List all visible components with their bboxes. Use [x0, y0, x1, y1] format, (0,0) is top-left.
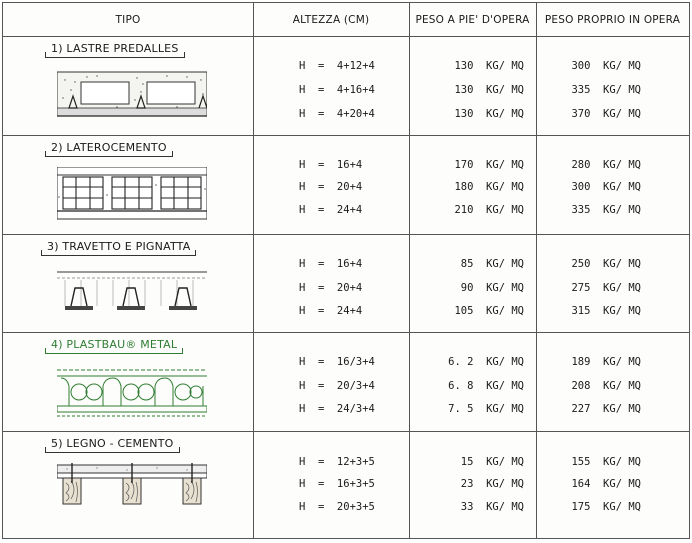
weight-value: 85 KG/ MQ — [460, 258, 524, 270]
height-value: H = 24+4 — [299, 305, 363, 317]
proper-weight-value: 280 KG/ MQ — [571, 159, 641, 171]
laterocemento-section-drawing — [57, 167, 207, 227]
proper-weight-value: 300 KG/ MQ — [571, 181, 641, 193]
proper-weight-value: 164 KG/ MQ — [571, 478, 641, 490]
height-value: H = 20+3+5 — [299, 501, 375, 513]
weight-value: 6. 8 KG/ MQ — [448, 380, 524, 392]
height-value: H = 20+4 — [299, 181, 363, 193]
weight-value: 6. 2 KG/ MQ — [448, 356, 524, 368]
height-value: H = 24+4 — [299, 204, 363, 216]
proper-weight-value: 315 KG/ MQ — [571, 305, 641, 317]
weight-value: 23 KG/ MQ — [460, 478, 524, 490]
row-title: 4) PLASTBAU® METAL — [51, 338, 177, 351]
weight-value: 33 KG/ MQ — [460, 501, 524, 513]
weight-value: 130 KG/ MQ — [454, 84, 524, 96]
proper-weight-value: 155 KG/ MQ — [571, 456, 641, 468]
height-value: H = 16/3+4 — [299, 356, 375, 368]
row-title: 1) LASTRE PREDALLES — [51, 42, 179, 55]
weight-value: 7. 5 KG/ MQ — [448, 403, 524, 415]
table-row — [3, 332, 689, 431]
row-title: 5) LEGNO - CEMENTO — [51, 437, 174, 450]
header-peso-opera: PESO A PIE' D'OPERA — [415, 13, 530, 26]
weight-value: 105 KG/ MQ — [454, 305, 524, 317]
header-altezza: ALTEZZA (CM) — [292, 13, 370, 26]
legno-cemento-section-drawing — [57, 463, 207, 523]
travetto-section-drawing — [57, 266, 207, 326]
proper-weight-value: 335 KG/ MQ — [571, 84, 641, 96]
height-value: H = 12+3+5 — [299, 456, 375, 468]
height-value: H = 20/3+4 — [299, 380, 375, 392]
row-title: 2) LATEROCEMENTO — [51, 141, 167, 154]
proper-weight-value: 189 KG/ MQ — [571, 356, 641, 368]
header-peso-proprio: PESO PROPRIO IN OPERA — [544, 13, 681, 26]
weight-value: 130 KG/ MQ — [454, 108, 524, 120]
height-value: H = 24/3+4 — [299, 403, 375, 415]
weight-value: 210 KG/ MQ — [454, 204, 524, 216]
proper-weight-value: 275 KG/ MQ — [571, 282, 641, 294]
header-tipo: TIPO — [115, 13, 141, 26]
height-value: H = 4+16+4 — [299, 84, 375, 96]
table-row — [3, 36, 689, 135]
proper-weight-value: 335 KG/ MQ — [571, 204, 641, 216]
table-row — [3, 135, 689, 234]
table-row — [3, 431, 689, 538]
height-value: H = 4+12+4 — [299, 60, 375, 72]
weight-value: 130 KG/ MQ — [454, 60, 524, 72]
predalles-section-drawing — [57, 68, 207, 128]
height-value: H = 20+4 — [299, 282, 363, 294]
weight-value: 15 KG/ MQ — [460, 456, 524, 468]
proper-weight-value: 370 KG/ MQ — [571, 108, 641, 120]
height-value: H = 16+4 — [299, 258, 363, 270]
proper-weight-value: 300 KG/ MQ — [571, 60, 641, 72]
row-title: 3) TRAVETTO E PIGNATTA — [47, 240, 190, 253]
height-value: H = 16+4 — [299, 159, 363, 171]
weight-value: 180 KG/ MQ — [454, 181, 524, 193]
table-row — [3, 234, 689, 332]
proper-weight-value: 227 KG/ MQ — [571, 403, 641, 415]
floor-slab-table — [2, 2, 690, 539]
proper-weight-value: 250 KG/ MQ — [571, 258, 641, 270]
proper-weight-value: 208 KG/ MQ — [571, 380, 641, 392]
height-value: H = 4+20+4 — [299, 108, 375, 120]
weight-value: 170 KG/ MQ — [454, 159, 524, 171]
plastbau-section-drawing — [57, 364, 207, 424]
weight-value: 90 KG/ MQ — [460, 282, 524, 294]
height-value: H = 16+3+5 — [299, 478, 375, 490]
proper-weight-value: 175 KG/ MQ — [571, 501, 641, 513]
